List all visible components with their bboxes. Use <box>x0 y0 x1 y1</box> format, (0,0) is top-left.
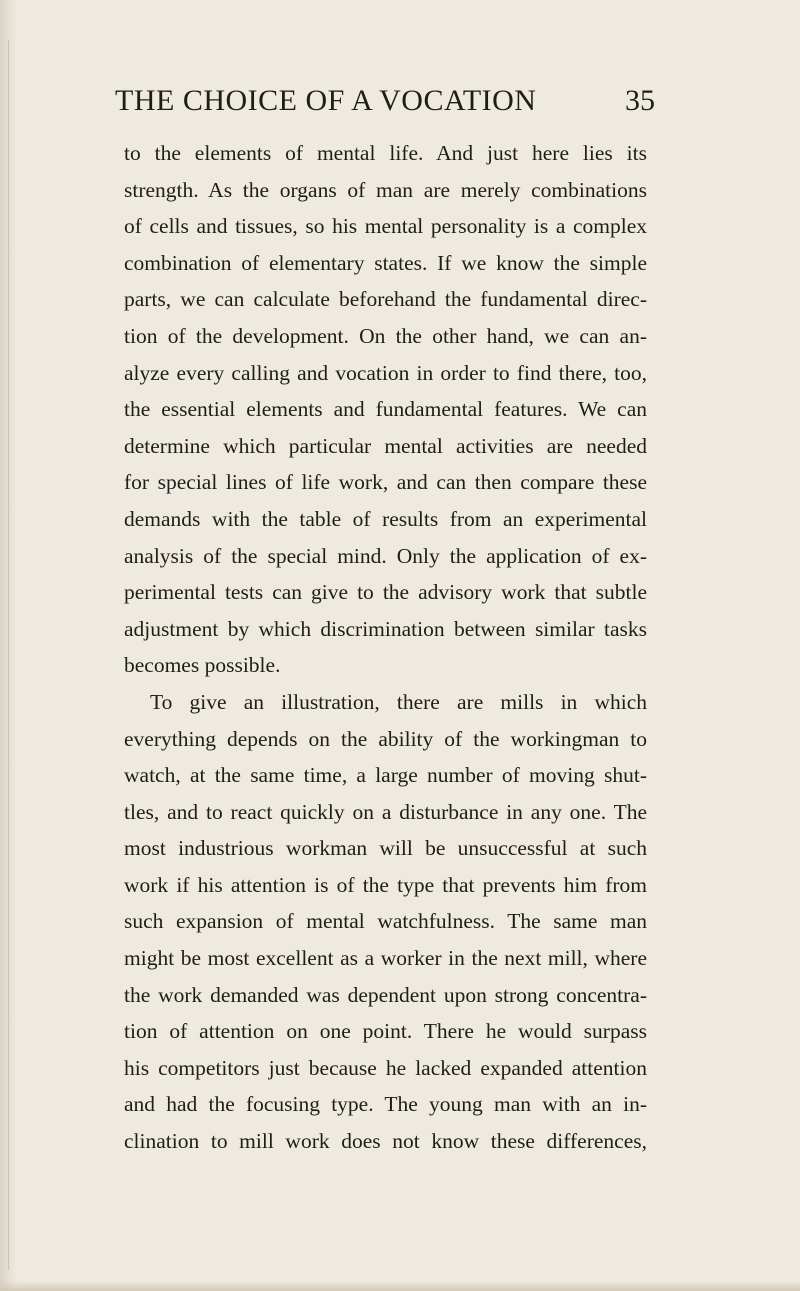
text-line: tion of attention on one point. There he would surpass <box>124 1019 647 1044</box>
text-line: strength. As the organs of man are merely combinations <box>124 177 647 202</box>
text-line: most industrious workman will be unsuccessful at such <box>124 836 647 861</box>
text-line: analysis of the special mind. Only the application of ex- <box>124 543 647 568</box>
paragraph-end-line: becomes possible. <box>124 653 281 678</box>
running-title: THE CHOICE OF A VOCATION <box>115 84 537 117</box>
text-line: combination of elementary states. If we know the simple <box>124 250 647 275</box>
text-line: the essential elements and fundamental features. We can <box>124 397 647 422</box>
body-text <box>124 135 647 1160</box>
page-bottom-edge <box>0 1281 800 1291</box>
text-line: to the elements of mental life. And just here lies its <box>124 141 647 165</box>
text-line: tion of the development. On the other hand, we can an- <box>124 323 647 348</box>
running-head <box>115 84 655 124</box>
text-line: tles, and to react quickly on a disturbance in any one. The <box>124 799 647 824</box>
text-line: such expansion of mental watchfulness. The same man <box>124 909 647 934</box>
paragraph-start-line: To give an illustration, there are mills in which <box>150 689 647 714</box>
text-line: demands with the table of results from an experimental <box>124 506 647 531</box>
text-line: perimental tests can give to the advisory work that subtle <box>124 580 647 605</box>
text-line: watch, at the same time, a large number of moving shut- <box>124 763 647 788</box>
text-line: and had the focusing type. The young man with an in- <box>124 1092 647 1117</box>
text-line: might be most excellent as a worker in the next mill, where <box>124 946 647 971</box>
text-line: parts, we can calculate beforehand the fundamental direc- <box>124 287 647 312</box>
page-gutter <box>0 0 18 1291</box>
page-number: 35 <box>625 84 655 117</box>
text-line: determine which particular mental activities are needed <box>124 433 647 458</box>
text-line: his competitors just because he lacked expanded attention <box>124 1055 647 1080</box>
text-line: clination to mill work does not know these differences, <box>124 1129 647 1154</box>
text-line: for special lines of life work, and can then compare these <box>124 470 647 495</box>
text-line: alyze every calling and vocation in order to find there, too, <box>124 360 647 385</box>
gutter-line <box>8 40 9 1270</box>
text-line: the work demanded was dependent upon strong concentra- <box>124 982 647 1007</box>
text-line: adjustment by which discrimination between similar tasks <box>124 616 647 641</box>
text-line: everything depends on the ability of the workingman to <box>124 726 647 751</box>
text-line: work if his attention is of the type that prevents him from <box>124 872 647 897</box>
text-line: of cells and tissues, so his mental personality is a complex <box>124 214 647 239</box>
